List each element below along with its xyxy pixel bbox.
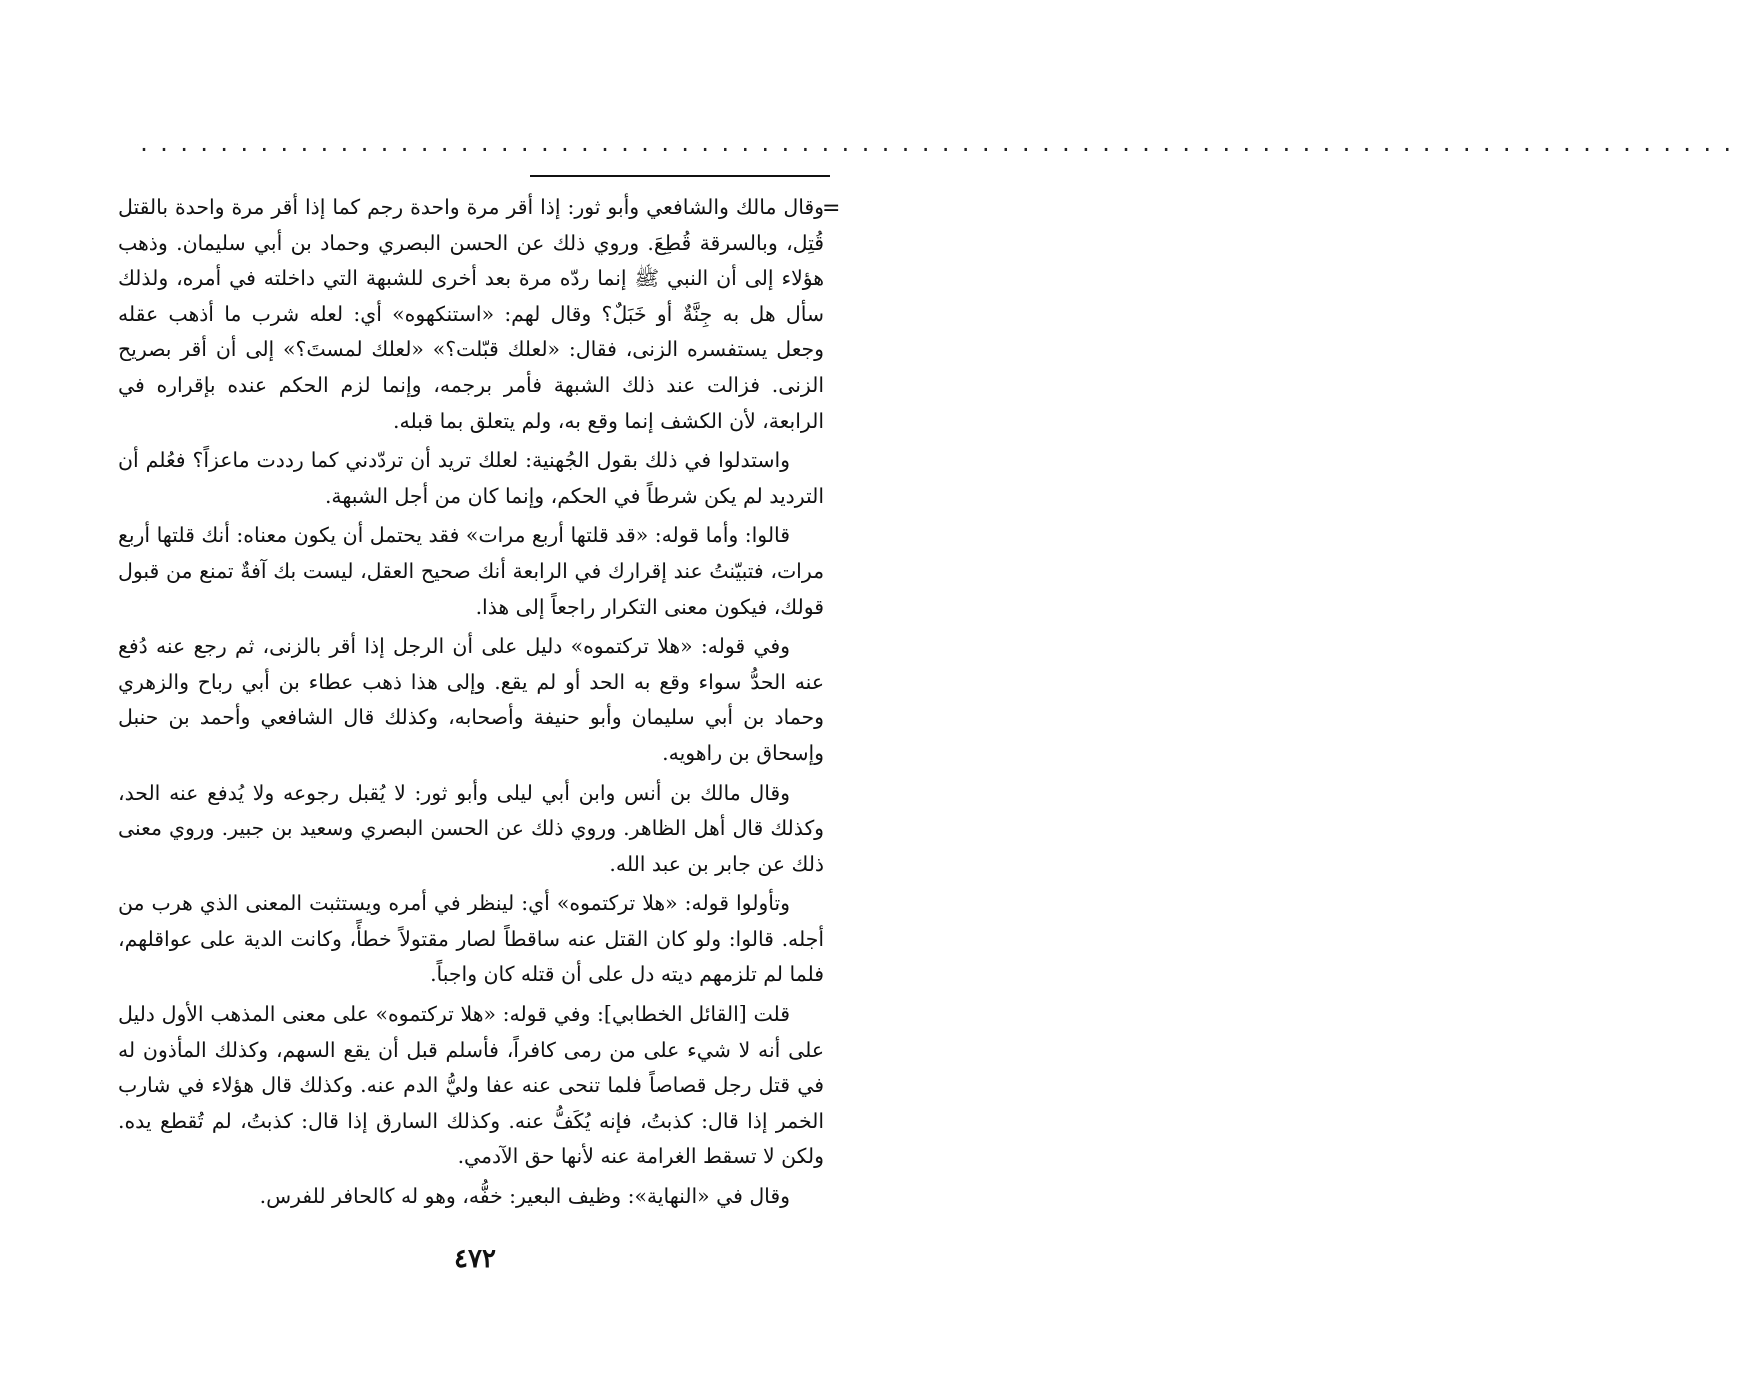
continuation-mark: =: [822, 196, 841, 221]
footnote-text: [118, 190, 824, 1219]
dotted-separator: ................................................................................: [138, 132, 1741, 156]
footnote-rule: [530, 175, 830, 177]
paragraph: وقال مالك والشافعي وأبو ثور: إذا أقر مرة واحدة رجم كما إذا أقر مرة واحدة بالقتل قُتِل، وبالسرقة قُطِعَ. وروي ذلك عن الحسن البصري وحماد بن أبي سليمان. وذهب هؤلاء إلى أن النبي ﷺ إنما ردّه مرة بعد أخرى للشبهة التي داخلته في أمره، ولذلك سأل هل به جِنَّةٌ أو خَبَلٌ؟ وقال لهم: «استنكهوه» أي: لعله شرب ما أذهب عقله وجعل يستفسره الزنى، فقال: «لعلك قبّلت؟» «لعلك لمستَ؟» إلى أن أقر بصريح الزنى. فزالت عند ذلك الشبهة فأمر برجمه، وإنما لزم الحكم عنده بإقراره في الرابعة، لأن الكشف إنما وقع به، ولم يتعلق بما قبله.: [118, 195, 824, 433]
paragraph: واستدلوا في ذلك بقول الجُهنية: لعلك تريد أن تردّدني كما رددت ماعزاً؟ فعُلم أن الترديد لم يكن شرطاً في الحكم، وإنما كان من أجل الشبهة.: [118, 448, 824, 508]
paragraph: وقال مالك بن أنس وابن أبي ليلى وأبو ثور: لا يُقبل رجوعه ولا يُدفع عنه الحد، وكذلك قال أهل الظاهر. وروي ذلك عن الحسن البصري وسعيد بن جبير. وروي معنى ذلك عن جابر بن عبد الله.: [118, 780, 824, 876]
page-number: ٤٧٢: [454, 1244, 496, 1274]
paragraph: وفي قوله: «هلا تركتموه» دليل على أن الرجل إذا أقر بالزنى، ثم رجع عنه دُفع عنه الحدُّ سواء وقع به الحد أو لم يقع. وإلى هذا ذهب عطاء بن أبي رباح والزهري وحماد بن أبي سليمان وأبو حنيفة وأصحابه، وكذلك قال الشافعي وأحمد بن حنبل وإسحاق بن راهويه.: [118, 634, 824, 765]
paragraph: قلت [القائل الخطابي]: وفي قوله: «هلا تركتموه» على معنى المذهب الأول دليل على أنه لا شيء على من رمى كافراً، فأسلم قبل أن يقع السهم، وكذلك المأذون له في قتل رجل قصاصاً فلما تنحى عنه عفا وليُّ الدم عنه. وكذلك قال هؤلاء في شارب الخمر إذا قال: كذبتُ، فإنه يُكَفُّ عنه. وكذلك السارق إذا قال: كذبتُ، لم تُقطع يده. ولكن لا تسقط الغرامة عنه لأنها حق الآدمي.: [118, 1002, 824, 1169]
paragraph: وتأولوا قوله: «هلا تركتموه» أي: لينظر في أمره ويستثبت المعنى الذي هرب من أجله. قالوا: ولو كان القتل عنه ساقطاً لصار مقتولاً خطأً، وكانت الدية على عواقلهم، فلما لم تلزمهم ديته دل على أن قتله كان واجباً.: [118, 891, 824, 987]
paragraph: قالوا: وأما قوله: «قد قلتها أربع مرات» فقد يحتمل أن يكون معناه: أنك قلتها أربع مرات، فتبيّنتُ عند إقرارك في الرابعة أنك صحيح العقل، ليست بك آفةٌ تمنع من قبول قولك، فيكون معنى التكرار راجعاً إلى هذا.: [118, 523, 824, 619]
paragraph: وقال في «النهاية»: وظيف البعير: خفُّه، وهو له كالحافر للفرس.: [259, 1184, 790, 1209]
